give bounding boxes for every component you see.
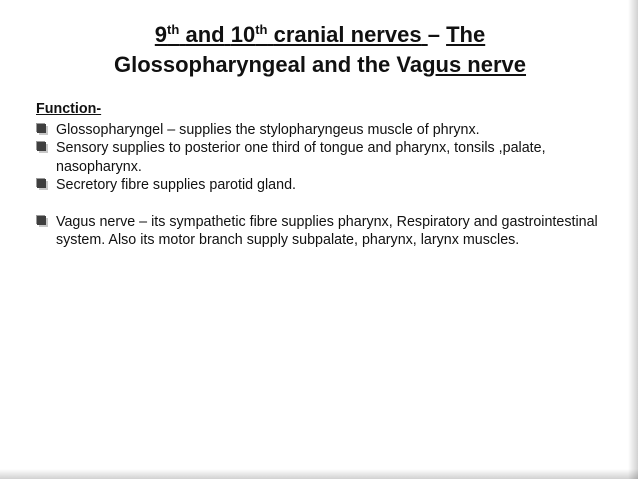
bullet-list	[36, 121, 621, 250]
bullet-text: Glossopharyngel – supplies the stylopharyngeus muscle of phrynx.	[56, 121, 480, 138]
title-dash: –	[427, 22, 440, 47]
title-the: The	[446, 22, 486, 47]
title-line-2-end: us nerve	[435, 52, 527, 77]
checkbox-bullet-icon	[37, 124, 46, 133]
title-line-2-start: Glossopharyngeal and the Vag	[113, 52, 436, 77]
list-item	[36, 121, 621, 140]
function-label: Function-	[36, 101, 102, 117]
title-line-2	[40, 50, 600, 80]
title-ordinal-9-suffix: th	[167, 22, 180, 37]
title-ordinal-10-number: 10	[230, 22, 256, 47]
list-item	[36, 139, 621, 176]
checkbox-bullet-icon	[37, 216, 46, 225]
bullet-text: Sensory supplies to posterior one third of tongue and pharynx, tonsils ,palate, nasopharynx.	[56, 140, 546, 175]
title-ordinal-9	[155, 22, 180, 47]
title-ordinal-10-suffix: th	[255, 22, 268, 37]
list-item	[36, 213, 621, 250]
title-ordinal-10	[231, 22, 268, 47]
title-cranial-nerves: cranial nerves	[273, 22, 422, 47]
title-connector: and	[185, 22, 225, 47]
checkbox-bullet-icon	[37, 179, 46, 188]
slide-shadow-bottom	[0, 469, 638, 479]
checkbox-bullet-icon	[37, 142, 46, 151]
slide-shadow-right	[628, 0, 638, 479]
title-line-1	[40, 20, 600, 50]
list-item	[36, 176, 621, 195]
bullet-text: Vagus nerve – its sympathetic fibre supplies pharynx, Respiratory and gastrointestinal system. Also its motor branch supply subpalate, pharynx, larynx muscles.	[56, 213, 598, 248]
title-ordinal-9-number: 9	[154, 22, 168, 47]
slide-title	[40, 20, 600, 80]
slide-body	[36, 100, 621, 250]
bullet-text: Secretory fibre supplies parotid gland.	[56, 177, 297, 193]
